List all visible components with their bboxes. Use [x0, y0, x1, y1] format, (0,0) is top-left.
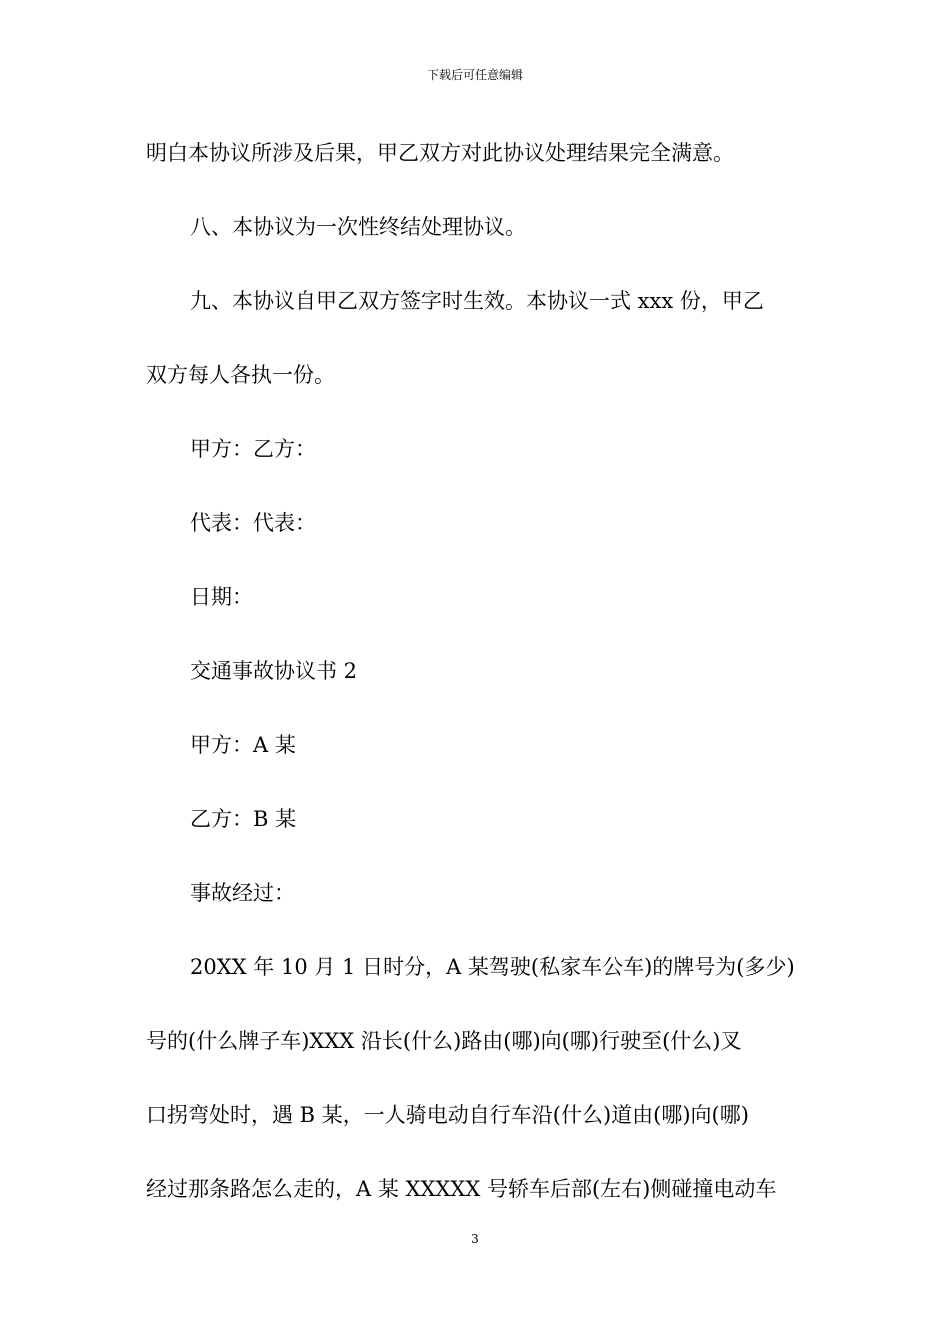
paragraph-line: 口拐弯处时，遇 B 某，一人骑电动自行车沿(什么)道由(哪)向(哪): [146, 1103, 749, 1127]
page-header: 下载后可任意编辑: [426, 68, 523, 82]
paragraph-line: 明白本协议所涉及后果，甲乙双方对此协议处理结果完全满意。: [146, 141, 734, 165]
paragraph-line: 甲方：乙方：: [190, 437, 316, 461]
paragraph-line: 日期：: [190, 585, 253, 609]
paragraph-line: 代表：代表：: [190, 511, 316, 535]
paragraph-line: 号的(什么牌子车)XXX 沿长(什么)路由(哪)向(哪)行驶至(什么)叉: [146, 1029, 742, 1053]
paragraph-line: 经过那条路怎么走的，A 某 XXXXX 号轿车后部(左右)侧碰撞电动车: [146, 1177, 777, 1201]
page-number: 3: [471, 1232, 479, 1246]
document-body: [146, 131, 826, 1241]
paragraph-line: 八、本协议为一次性终结处理协议。: [190, 215, 526, 239]
paragraph-line: 乙方：B 某: [190, 807, 297, 831]
paragraph-line: 事故经过：: [190, 881, 295, 905]
section-title: 交通事故协议书 2: [190, 659, 358, 683]
paragraph-line: 九、本协议自甲乙双方签字时生效。本协议一式 xxx 份，甲乙: [190, 289, 764, 313]
paragraph-line: 甲方：A 某: [190, 733, 296, 757]
paragraph-line: 双方每人各执一份。: [146, 363, 335, 387]
paragraph-line: 20XX 年 10 月 1 日时分，A 某驾驶(私家车公车)的牌号为(多少): [190, 955, 795, 979]
